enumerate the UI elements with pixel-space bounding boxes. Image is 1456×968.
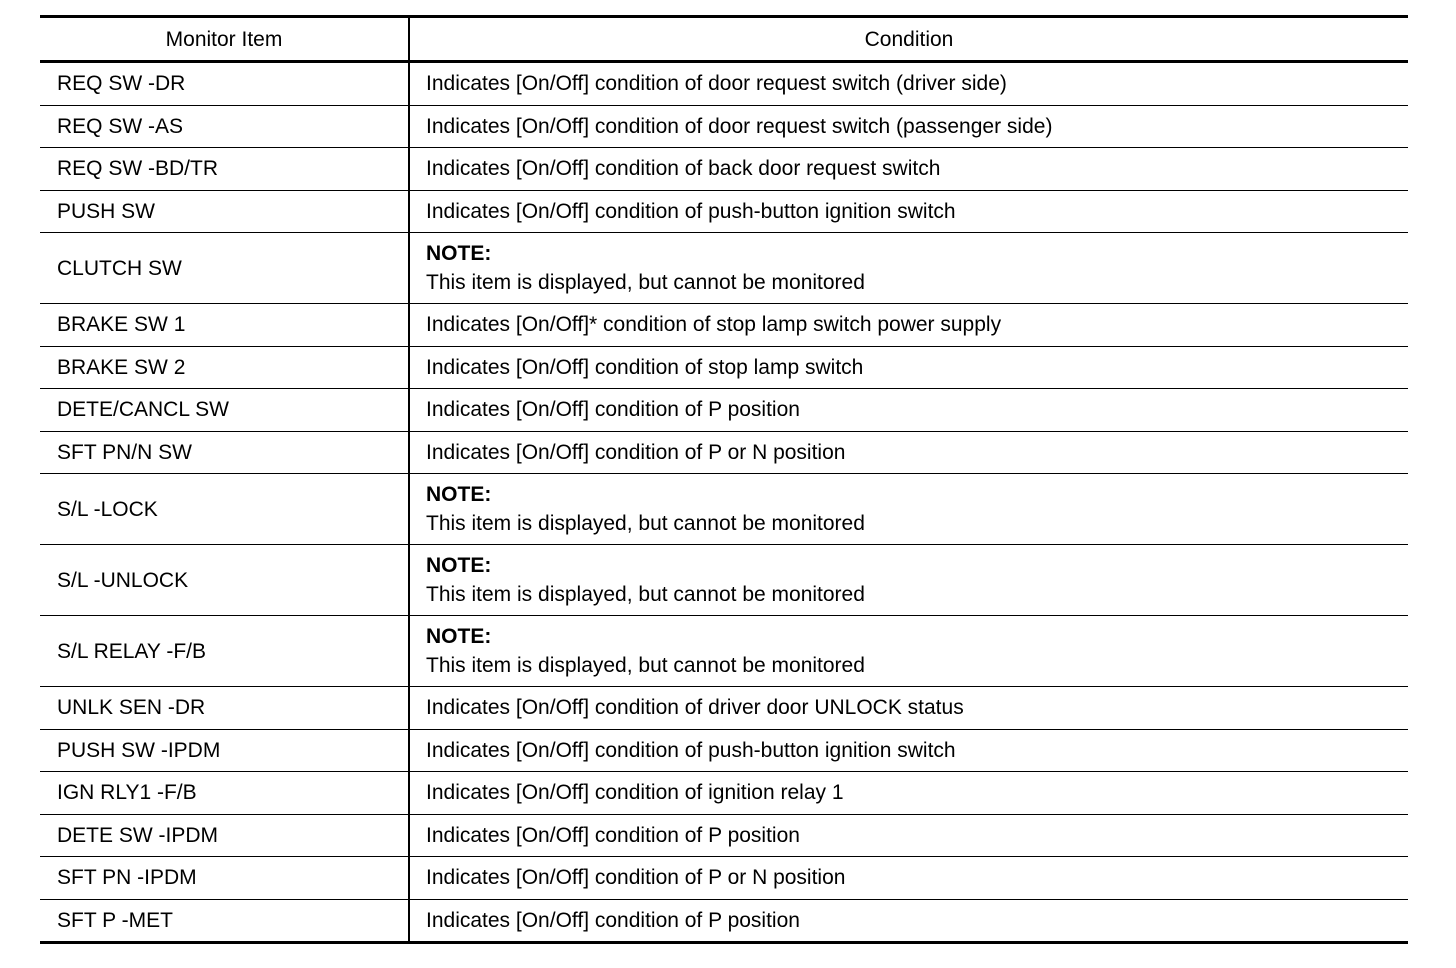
condition-cell: Indicates [On/Off] condition of P position bbox=[409, 814, 1408, 857]
table-row bbox=[40, 899, 1408, 943]
note-text: This item is displayed, but cannot be monitored bbox=[426, 512, 865, 535]
monitor-item-cell: REQ SW -DR bbox=[40, 62, 409, 106]
condition-cell bbox=[409, 616, 1408, 687]
monitor-item-cell: S/L -UNLOCK bbox=[40, 545, 409, 616]
condition-cell: Indicates [On/Off] condition of P or N position bbox=[409, 857, 1408, 900]
table-row bbox=[40, 857, 1408, 900]
monitor-item-cell: DETE/CANCL SW bbox=[40, 389, 409, 432]
header-monitor-item: Monitor Item bbox=[40, 17, 409, 62]
note-label: NOTE: bbox=[426, 483, 492, 506]
condition-cell: Indicates [On/Off] condition of push-button ignition switch bbox=[409, 190, 1408, 233]
table-row bbox=[40, 729, 1408, 772]
condition-cell: Indicates [On/Off] condition of P position bbox=[409, 899, 1408, 943]
table-row bbox=[40, 545, 1408, 616]
monitor-item-cell: S/L RELAY -F/B bbox=[40, 616, 409, 687]
note-label: NOTE: bbox=[426, 554, 492, 577]
monitor-item-cell: UNLK SEN -DR bbox=[40, 687, 409, 730]
condition-cell: Indicates [On/Off] condition of P position bbox=[409, 389, 1408, 432]
note-label: NOTE: bbox=[426, 625, 492, 648]
note-label: NOTE: bbox=[426, 242, 492, 265]
note-text: This item is displayed, but cannot be monitored bbox=[426, 654, 865, 677]
monitor-item-cell: SFT PN/N SW bbox=[40, 431, 409, 474]
condition-cell bbox=[409, 545, 1408, 616]
table-row bbox=[40, 772, 1408, 815]
monitor-item-cell: SFT P -MET bbox=[40, 899, 409, 943]
monitor-item-cell: CLUTCH SW bbox=[40, 233, 409, 304]
condition-cell: Indicates [On/Off] condition of door request switch (passenger side) bbox=[409, 105, 1408, 148]
monitor-item-cell: SFT PN -IPDM bbox=[40, 857, 409, 900]
table-row bbox=[40, 346, 1408, 389]
condition-cell bbox=[409, 474, 1408, 545]
table-row bbox=[40, 62, 1408, 106]
header-condition: Condition bbox=[409, 17, 1408, 62]
condition-cell: Indicates [On/Off] condition of push-button ignition switch bbox=[409, 729, 1408, 772]
condition-cell: Indicates [On/Off] condition of back door request switch bbox=[409, 148, 1408, 191]
table-row bbox=[40, 474, 1408, 545]
monitor-item-cell: DETE SW -IPDM bbox=[40, 814, 409, 857]
monitor-item-cell: BRAKE SW 1 bbox=[40, 304, 409, 347]
table-row bbox=[40, 687, 1408, 730]
table-row bbox=[40, 616, 1408, 687]
condition-cell: Indicates [On/Off] condition of ignition relay 1 bbox=[409, 772, 1408, 815]
table-row bbox=[40, 431, 1408, 474]
condition-cell bbox=[409, 233, 1408, 304]
monitor-item-cell: REQ SW -BD/TR bbox=[40, 148, 409, 191]
monitor-item-cell: S/L -LOCK bbox=[40, 474, 409, 545]
monitor-item-cell: REQ SW -AS bbox=[40, 105, 409, 148]
monitor-item-cell: PUSH SW -IPDM bbox=[40, 729, 409, 772]
table-row bbox=[40, 389, 1408, 432]
condition-cell: Indicates [On/Off] condition of stop lamp switch bbox=[409, 346, 1408, 389]
monitor-item-cell: BRAKE SW 2 bbox=[40, 346, 409, 389]
table-row bbox=[40, 190, 1408, 233]
condition-cell: Indicates [On/Off] condition of driver door UNLOCK status bbox=[409, 687, 1408, 730]
condition-cell: Indicates [On/Off] condition of P or N position bbox=[409, 431, 1408, 474]
note-text: This item is displayed, but cannot be monitored bbox=[426, 583, 865, 606]
table-row bbox=[40, 814, 1408, 857]
condition-cell: Indicates [On/Off] condition of door request switch (driver side) bbox=[409, 62, 1408, 106]
monitor-item-table-container bbox=[40, 15, 1408, 944]
monitor-item-cell: IGN RLY1 -F/B bbox=[40, 772, 409, 815]
table-row bbox=[40, 233, 1408, 304]
table-row bbox=[40, 304, 1408, 347]
table-header-row bbox=[40, 17, 1408, 62]
table-row bbox=[40, 105, 1408, 148]
note-text: This item is displayed, but cannot be monitored bbox=[426, 271, 865, 294]
table-row bbox=[40, 148, 1408, 191]
monitor-item-cell: PUSH SW bbox=[40, 190, 409, 233]
condition-cell: Indicates [On/Off]* condition of stop lamp switch power supply bbox=[409, 304, 1408, 347]
monitor-item-table bbox=[40, 15, 1408, 944]
